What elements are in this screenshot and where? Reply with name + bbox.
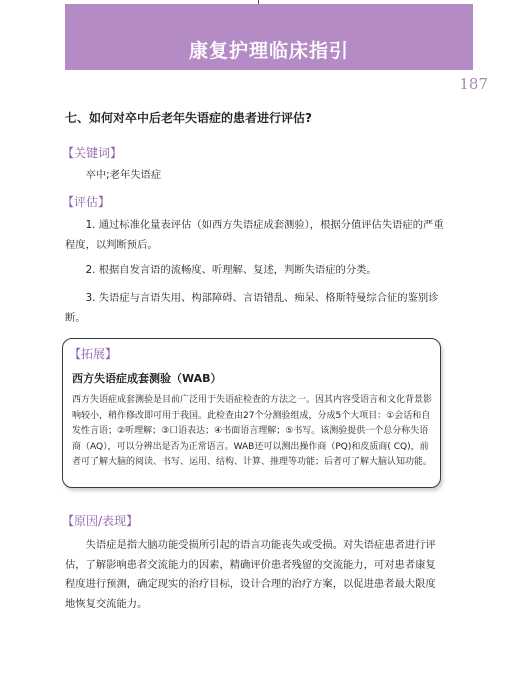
cause-tag (62, 512, 138, 529)
section-heading: 七、如何对卒中后老年失语症的患者进行评估? (65, 111, 312, 125)
page-number: 187 (459, 75, 488, 93)
extension-tag (69, 345, 117, 362)
right-bracket-icon: 】 (105, 347, 118, 361)
left-bracket-icon: 【 (62, 146, 75, 160)
cause-tag-label: 原因/表现 (74, 514, 127, 528)
extension-body: 西方失语症成套测验是目前广泛用于失语症检查的方法之一。因其内容受语言和文化背景影响较小，稍作修改即可用于我国。此检查由27个分测验组成，分成5个大项目：①会话和自发性言语；②听理解；③口语表达；④书面语言理解；⑤书写。该测验提供一个总分称失语商（AQ），可以分辨出是否为正常语言。WAB还可以测出操作商（PQ)和皮质商( CQ)，前者可了解大脑的阅读、书写、运用、结构、计算、推理等功能；后者可了解大脑认知功能。 (72, 395, 433, 468)
left-bracket-icon: 【 (69, 347, 82, 361)
left-bracket-icon: 【 (62, 514, 75, 528)
extension-title: 西方失语症成套测验（WAB） (72, 372, 222, 385)
header-title: 康复护理临床指引 (188, 40, 349, 62)
assessment-tag (62, 193, 110, 210)
left-bracket-icon: 【 (62, 195, 75, 209)
extension-box (62, 338, 441, 488)
assessment-item-3: 3. 失语症与言语失用、构部障碍、言语错乱、痴呆、格斯特曼综合征的鉴别诊断。 (65, 292, 439, 324)
cause-text: 失语症是指大脑功能受损所引起的语言功能丧失或受损。对失语症患者进行评估，了解影响患者交流能力的因素，精确评价患者残留的交流能力，可对患者康复程度进行预测，确定现实的治疗目标，设计合理的治疗方案，以促进患者最大限度地恢复交流能力。 (65, 539, 436, 610)
keywords-text: 卒中;老年失语症 (85, 169, 162, 181)
keywords-tag-label: 关键词 (74, 146, 111, 160)
right-bracket-icon: 】 (110, 146, 123, 160)
keywords-tag (62, 144, 122, 161)
assessment-item-2: 2. 根据自发言语的流畅度、听理解、复述，判断失语症的分类。 (85, 264, 377, 276)
right-bracket-icon: 】 (126, 514, 139, 528)
extension-tag-label: 拓展 (81, 347, 106, 361)
right-bracket-icon: 】 (98, 195, 111, 209)
assessment-item-1: 1. 通过标准化量表评估（如西方失语症成套测验），根据分值评估失语症的严重程度，以判断预后。 (65, 219, 444, 251)
assessment-tag-label: 评估 (74, 195, 99, 209)
